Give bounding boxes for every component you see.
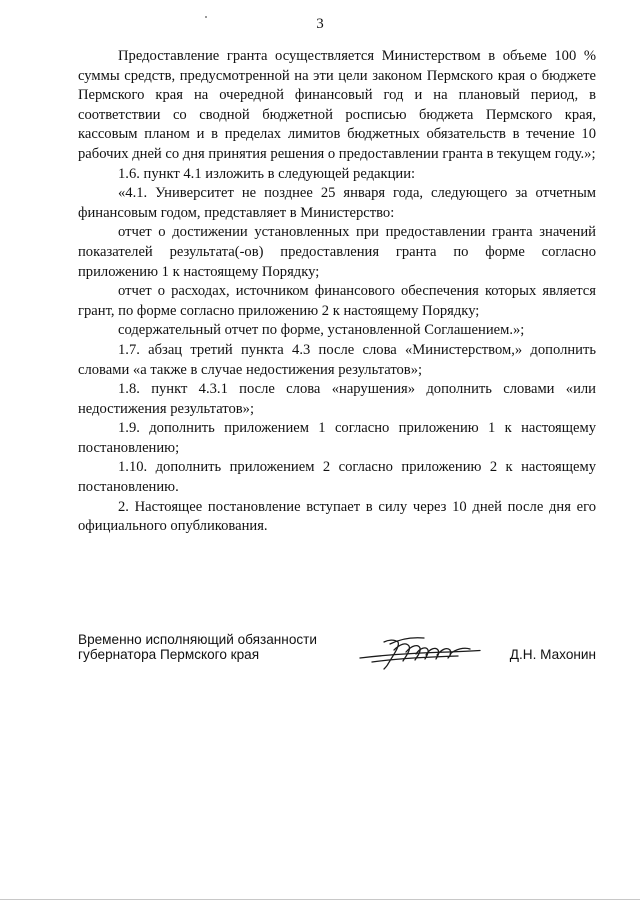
signatory-name: Д.Н. Махонин (509, 647, 596, 662)
document-body (78, 47, 596, 537)
signatory-title-line-2: губернатора Пермского края (78, 647, 260, 662)
paragraph-expenses-report: отчет о расходах, источником финансового обеспечения которых является грант, по форме согласно приложению 2 к настоящему Порядку; (78, 283, 596, 319)
paragraph-1-10: 1.10. дополнить приложением 2 согласно приложению 2 к настоящему постановлению. (78, 459, 596, 496)
handwritten-signature-icon (354, 628, 484, 672)
signature-block (78, 628, 596, 678)
page-bottom-edge (0, 899, 640, 900)
paragraph-1-8: 1.8. пункт 4.3.1 после слова «нарушения» дополнить словами «или недостижения результатов»; (78, 381, 596, 417)
paragraph-4-1: «4.1. Университет не позднее 25 января года, следующего за отчетным финансовым годом, представляет в Министерство: (78, 185, 596, 221)
paragraph-2-effective-date: 2. Настоящее постановление вступает в силу через 10 дней после дня его официального опубликования. (78, 498, 596, 535)
paragraph-1-9: 1.9. дополнить приложением 1 согласно приложению 1 к настоящему постановлению; (78, 420, 596, 456)
paragraph-1-7: 1.7. абзац третий пункта 4.3 после слова «Министерством,» дополнить словами «а также в случае недостижения результатов»; (78, 341, 596, 378)
signatory-title-line-1: Временно исполняющий обязанности (78, 632, 317, 647)
paragraph-grant-provision: Предоставление гранта осуществляется Министерством в объеме 100 % суммы средств, предусмотренной на эти цели законом Пермского края о бюджете Пермского края на очередной финансовый год и на плановый период, в соответствии со сводной бюджетной росписью бюджета Пермского края, кассовым планом и в пределах лимитов бюджетных обязательств в течение 10 рабочих дней со дня принятия решения о предоставлении гранта в текущем году.»; (78, 48, 596, 162)
signatory-title (78, 632, 317, 662)
page-number: 3 (316, 16, 324, 32)
paragraph-1-6: 1.6. пункт 4.1 изложить в следующей редакции: (118, 165, 416, 182)
paragraph-results-report: отчет о достижении установленных при предоставлении гранта значений показателей результата(-ов) предоставления гранта по форме согласно приложению 1 к настоящему Порядку; (78, 224, 596, 280)
paragraph-content-report: содержательный отчет по форме, установленной Соглашением.»; (118, 322, 525, 339)
